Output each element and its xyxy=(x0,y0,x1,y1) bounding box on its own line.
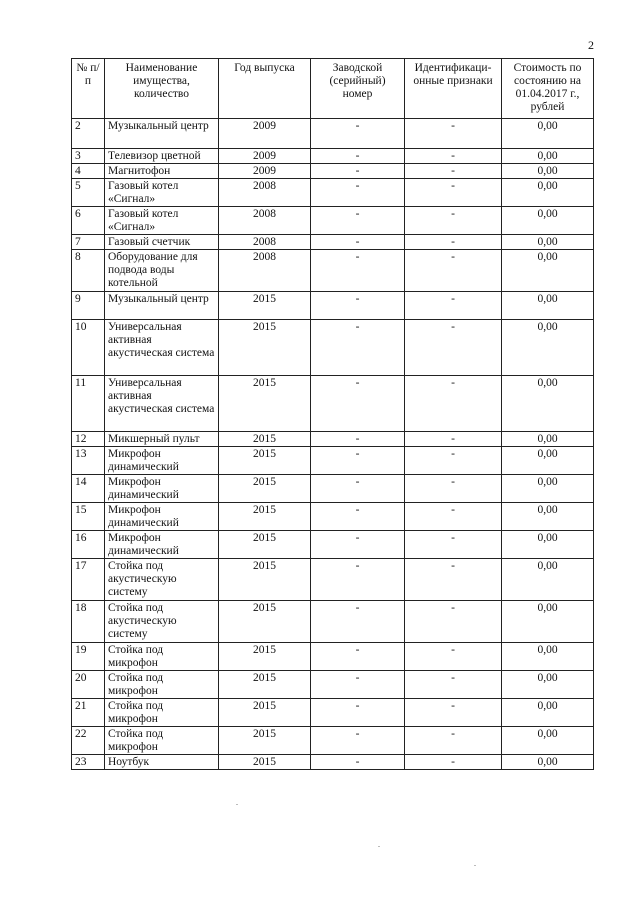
serial-number: - xyxy=(311,164,405,179)
row-number: 23 xyxy=(72,755,105,770)
header-ident: Идентификаци-онные признаки xyxy=(405,59,502,119)
scan-speck xyxy=(236,804,238,805)
serial-number: - xyxy=(311,432,405,447)
item-name: Газовый котел «Сигнал» xyxy=(105,207,219,235)
row-number: 12 xyxy=(72,432,105,447)
table-row xyxy=(72,179,594,207)
header-cost: Стоимость по состоянию на 01.04.2017 г., рублей xyxy=(502,59,594,119)
release-year: 2015 xyxy=(219,475,311,503)
item-name: Универсальная активная акустическая система xyxy=(105,320,219,376)
item-name: Музыкальный центр xyxy=(105,119,219,149)
row-number: 15 xyxy=(72,503,105,531)
release-year: 2009 xyxy=(219,119,311,149)
cost-value: 0,00 xyxy=(502,755,594,770)
table-row xyxy=(72,755,594,770)
identification: - xyxy=(405,119,502,149)
release-year: 2015 xyxy=(219,447,311,475)
table-row xyxy=(72,699,594,727)
cost-value: 0,00 xyxy=(502,475,594,503)
release-year: 2009 xyxy=(219,149,311,164)
item-name: Микрофон динамический xyxy=(105,531,219,559)
cost-value: 0,00 xyxy=(502,207,594,235)
identification: - xyxy=(405,531,502,559)
cost-value: 0,00 xyxy=(502,179,594,207)
header-row xyxy=(72,59,594,119)
table-row xyxy=(72,164,594,179)
serial-number: - xyxy=(311,292,405,320)
release-year: 2015 xyxy=(219,559,311,601)
page-number: 2 xyxy=(588,38,594,52)
release-year: 2008 xyxy=(219,179,311,207)
identification: - xyxy=(405,447,502,475)
cost-value: 0,00 xyxy=(502,119,594,149)
scan-speck xyxy=(474,865,476,866)
table-row xyxy=(72,559,594,601)
cost-value: 0,00 xyxy=(502,531,594,559)
table-row xyxy=(72,119,594,149)
item-name: Музыкальный центр xyxy=(105,292,219,320)
identification: - xyxy=(405,149,502,164)
release-year: 2008 xyxy=(219,235,311,250)
table-row xyxy=(72,727,594,755)
header-year: Год выпуска xyxy=(219,59,311,119)
serial-number: - xyxy=(311,447,405,475)
row-number: 8 xyxy=(72,250,105,292)
row-number: 17 xyxy=(72,559,105,601)
item-name: Газовый счетчик xyxy=(105,235,219,250)
cost-value: 0,00 xyxy=(502,292,594,320)
cost-value: 0,00 xyxy=(502,601,594,643)
table-header xyxy=(72,59,594,119)
item-name: Стойка под акустическую систему xyxy=(105,601,219,643)
row-number: 18 xyxy=(72,601,105,643)
row-number: 11 xyxy=(72,376,105,432)
table-row xyxy=(72,207,594,235)
identification: - xyxy=(405,699,502,727)
serial-number: - xyxy=(311,376,405,432)
table-row xyxy=(72,235,594,250)
cost-value: 0,00 xyxy=(502,643,594,671)
release-year: 2015 xyxy=(219,531,311,559)
row-number: 2 xyxy=(72,119,105,149)
identification: - xyxy=(405,292,502,320)
item-name: Стойка под микрофон xyxy=(105,699,219,727)
serial-number: - xyxy=(311,531,405,559)
item-name: Стойка под акустическую систему xyxy=(105,559,219,601)
item-name: Микрофон динамический xyxy=(105,503,219,531)
item-name: Универсальная активная акустическая система xyxy=(105,376,219,432)
item-name: Ноутбук xyxy=(105,755,219,770)
item-name: Микрофон динамический xyxy=(105,447,219,475)
cost-value: 0,00 xyxy=(502,235,594,250)
cost-value: 0,00 xyxy=(502,320,594,376)
cost-value: 0,00 xyxy=(502,376,594,432)
table-row xyxy=(72,643,594,671)
cost-value: 0,00 xyxy=(502,432,594,447)
serial-number: - xyxy=(311,207,405,235)
release-year: 2015 xyxy=(219,292,311,320)
release-year: 2008 xyxy=(219,207,311,235)
identification: - xyxy=(405,179,502,207)
inventory-table xyxy=(71,58,594,770)
serial-number: - xyxy=(311,179,405,207)
identification: - xyxy=(405,207,502,235)
row-number: 6 xyxy=(72,207,105,235)
item-name: Стойка под микрофон xyxy=(105,727,219,755)
cost-value: 0,00 xyxy=(502,503,594,531)
row-number: 4 xyxy=(72,164,105,179)
row-number: 20 xyxy=(72,671,105,699)
cost-value: 0,00 xyxy=(502,671,594,699)
row-number: 7 xyxy=(72,235,105,250)
cost-value: 0,00 xyxy=(502,559,594,601)
serial-number: - xyxy=(311,503,405,531)
row-number: 22 xyxy=(72,727,105,755)
serial-number: - xyxy=(311,119,405,149)
item-name: Стойка под микрофон xyxy=(105,671,219,699)
identification: - xyxy=(405,727,502,755)
row-number: 5 xyxy=(72,179,105,207)
header-name: Наименование имущества, количество xyxy=(105,59,219,119)
cost-value: 0,00 xyxy=(502,164,594,179)
serial-number: - xyxy=(311,643,405,671)
row-number: 13 xyxy=(72,447,105,475)
scan-speck xyxy=(378,846,380,847)
identification: - xyxy=(405,559,502,601)
row-number: 10 xyxy=(72,320,105,376)
release-year: 2009 xyxy=(219,164,311,179)
cost-value: 0,00 xyxy=(502,149,594,164)
release-year: 2015 xyxy=(219,755,311,770)
serial-number: - xyxy=(311,671,405,699)
item-name: Микшерный пульт xyxy=(105,432,219,447)
table-row xyxy=(72,475,594,503)
cost-value: 0,00 xyxy=(502,727,594,755)
table-row xyxy=(72,250,594,292)
identification: - xyxy=(405,755,502,770)
identification: - xyxy=(405,671,502,699)
row-number: 21 xyxy=(72,699,105,727)
table-row xyxy=(72,503,594,531)
identification: - xyxy=(405,164,502,179)
item-name: Магнитофон xyxy=(105,164,219,179)
identification: - xyxy=(405,235,502,250)
table-row xyxy=(72,447,594,475)
release-year: 2015 xyxy=(219,320,311,376)
release-year: 2015 xyxy=(219,727,311,755)
table-row xyxy=(72,671,594,699)
row-number: 14 xyxy=(72,475,105,503)
identification: - xyxy=(405,503,502,531)
release-year: 2015 xyxy=(219,503,311,531)
table-row xyxy=(72,601,594,643)
cost-value: 0,00 xyxy=(502,699,594,727)
table-row xyxy=(72,376,594,432)
serial-number: - xyxy=(311,559,405,601)
serial-number: - xyxy=(311,755,405,770)
release-year: 2015 xyxy=(219,671,311,699)
serial-number: - xyxy=(311,601,405,643)
row-number: 16 xyxy=(72,531,105,559)
serial-number: - xyxy=(311,699,405,727)
table-row xyxy=(72,320,594,376)
release-year: 2015 xyxy=(219,376,311,432)
cost-value: 0,00 xyxy=(502,447,594,475)
release-year: 2015 xyxy=(219,643,311,671)
header-number: № п/п xyxy=(72,59,105,119)
table-row xyxy=(72,292,594,320)
cost-value: 0,00 xyxy=(502,250,594,292)
release-year: 2008 xyxy=(219,250,311,292)
release-year: 2015 xyxy=(219,432,311,447)
serial-number: - xyxy=(311,727,405,755)
identification: - xyxy=(405,376,502,432)
serial-number: - xyxy=(311,320,405,376)
table-row xyxy=(72,149,594,164)
identification: - xyxy=(405,320,502,376)
release-year: 2015 xyxy=(219,699,311,727)
header-serial: Заводской (серийный) номер xyxy=(311,59,405,119)
table-body xyxy=(72,119,594,770)
release-year: 2015 xyxy=(219,601,311,643)
serial-number: - xyxy=(311,475,405,503)
item-name: Стойка под микрофон xyxy=(105,643,219,671)
serial-number: - xyxy=(311,250,405,292)
identification: - xyxy=(405,250,502,292)
row-number: 9 xyxy=(72,292,105,320)
serial-number: - xyxy=(311,235,405,250)
identification: - xyxy=(405,432,502,447)
serial-number: - xyxy=(311,149,405,164)
identification: - xyxy=(405,475,502,503)
row-number: 19 xyxy=(72,643,105,671)
item-name: Микрофон динамический xyxy=(105,475,219,503)
table-row xyxy=(72,531,594,559)
item-name: Газовый котел «Сигнал» xyxy=(105,179,219,207)
item-name: Оборудование для подвода воды котельной xyxy=(105,250,219,292)
row-number: 3 xyxy=(72,149,105,164)
table-row xyxy=(72,432,594,447)
identification: - xyxy=(405,643,502,671)
item-name: Телевизор цветной xyxy=(105,149,219,164)
identification: - xyxy=(405,601,502,643)
